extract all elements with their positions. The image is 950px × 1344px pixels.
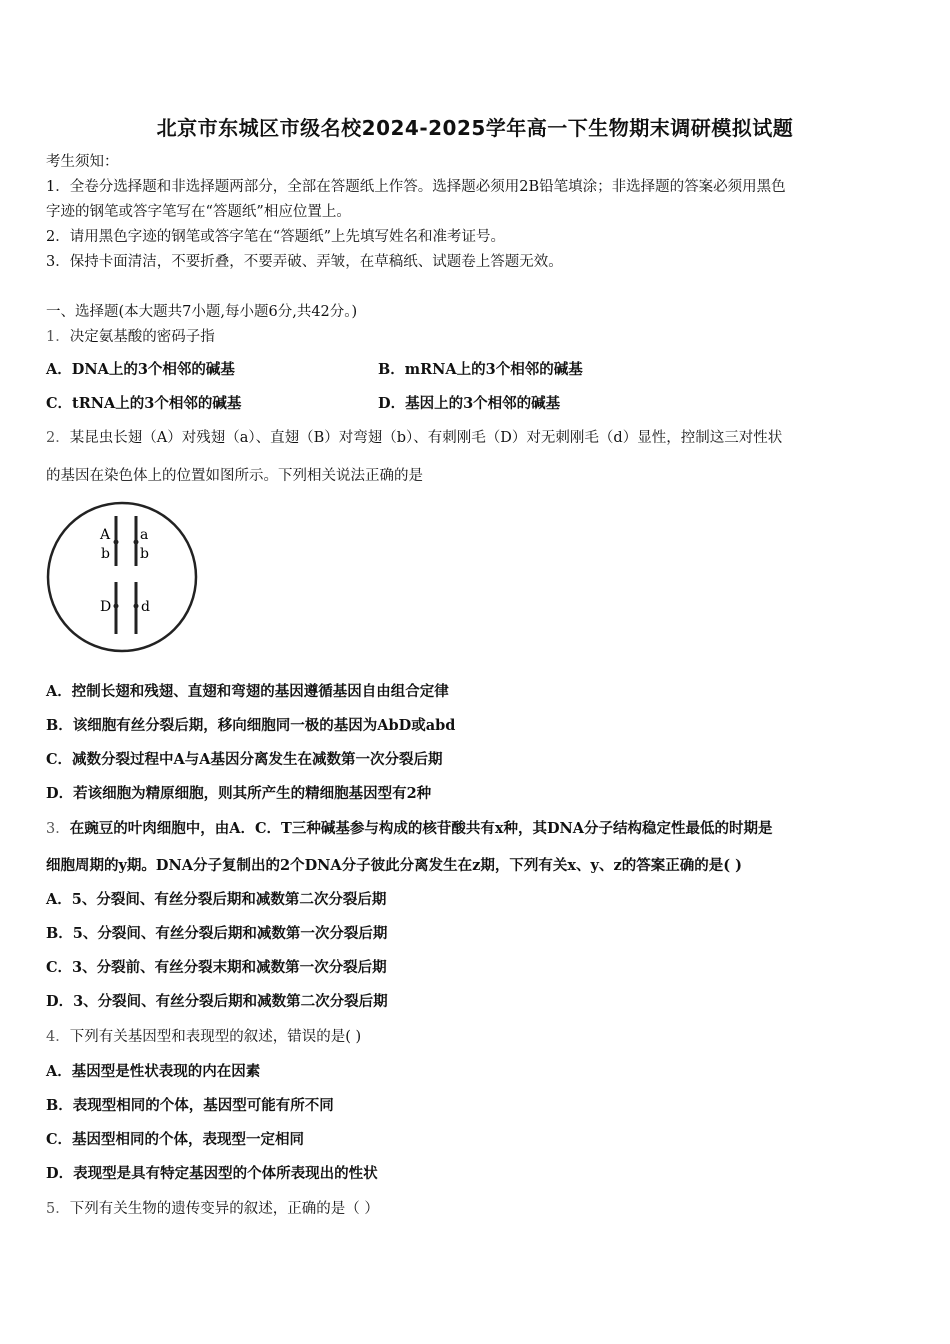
question-1 — [46, 327, 215, 347]
q2-option-a: A．控制长翅和残翅、直翅和弯翅的基因遵循基因自由组合定律 — [46, 683, 449, 700]
q4-option-d: D．表现型是具有特定基因型的个体所表现出的性状 — [46, 1165, 378, 1182]
q1-option-c: C．tRNA上的3个相邻的碱基 — [46, 395, 242, 412]
question-2 — [46, 428, 782, 448]
question-stem: 下列有关生物的遗传变异的叙述，正确的是（ ） — [69, 1201, 379, 1217]
gene-label-d: d — [141, 599, 150, 615]
centromere — [114, 604, 119, 609]
question-number: 5． — [46, 1201, 70, 1217]
cell-outline — [48, 503, 196, 651]
q4-option-b: B．表现型相同的个体，基因型可能有所不同 — [46, 1097, 334, 1114]
question-number: 4． — [46, 1029, 70, 1045]
gene-label-b-right: b — [140, 546, 149, 562]
question-stem-cont: 的基因在染色体上的位置如图所示。下列相关说法正确的是 — [46, 468, 423, 484]
q2-option-d: D．若该细胞为精原细胞，则其所产生的精细胞基因型有2种 — [46, 785, 432, 802]
centromere — [114, 540, 119, 545]
centromere — [134, 540, 139, 545]
notice-item: 1．全卷分选择题和非选择题两部分，全部在答题纸上作答。选择题必须用2B铅笔填涂；非选择题的答案必须用黑色 — [46, 179, 786, 195]
notice-item: 2．请用黑色字迹的钢笔或答字笔在“答题纸”上先填写姓名和准考证号。 — [46, 229, 506, 245]
q4-option-a: A．基因型是性状表现的内在因素 — [46, 1063, 261, 1080]
gene-label-b-left: b — [101, 546, 110, 562]
q3-option-a: A．5、分裂间、有丝分裂后期和减数第二次分裂后期 — [46, 891, 387, 908]
question-number: 2． — [46, 430, 70, 446]
q1-option-b: B．mRNA上的3个相邻的碱基 — [378, 361, 583, 378]
question-stem: 决定氨基酸的密码子指 — [69, 329, 215, 345]
question-stem: 某昆虫长翅（A）对残翅（a）、直翅（B）对弯翅（b）、有刺刚毛（D）对无刺刚毛（d）显性，控制这三对性状 — [69, 430, 783, 446]
question-number: 3． — [46, 821, 70, 837]
q2-option-b: B．该细胞有丝分裂后期，移向细胞同一极的基因为AbD或abd — [46, 717, 456, 734]
question-stem: 在豌豆的叶肉细胞中，由A．C．T三种碱基参与构成的核苷酸共有x种，其DNA分子结构稳定性最低的时期是 — [69, 820, 773, 837]
notice-item: 字迹的钢笔或答字笔写在“答题纸”相应位置上。 — [46, 204, 351, 220]
centromere — [134, 604, 139, 609]
q2-option-c: C．减数分裂过程中A与A基因分离发生在减数第一次分裂后期 — [46, 751, 443, 768]
gene-label-A: A — [100, 527, 111, 543]
page-title: 北京市东城区市级名校2024-2025学年高一下生物期末调研模拟试题 — [156, 116, 794, 140]
q4-option-c: C．基因型相同的个体，表现型一定相同 — [46, 1131, 305, 1148]
question-stem: 下列有关基因型和表现型的叙述，错误的是( ) — [69, 1029, 362, 1045]
question-3 — [46, 819, 773, 839]
question-4 — [46, 1027, 361, 1047]
question-number: 1． — [46, 329, 70, 345]
notice-item: 3．保持卡面清洁，不要折叠，不要弄破、弄皱，在草稿纸、试题卷上答题无效。 — [46, 254, 563, 270]
q3-option-c: C．3、分裂前、有丝分裂末期和减数第一次分裂后期 — [46, 959, 387, 976]
q3-option-d: D．3、分裂间、有丝分裂后期和减数第二次分裂后期 — [46, 993, 388, 1010]
question-5 — [46, 1199, 379, 1219]
q1-option-a: A．DNA上的3个相邻的碱基 — [46, 361, 235, 378]
question-stem-cont: 细胞周期的y期。DNA分子复制出的2个DNA分子彼此分离发生在z期，下列有关x、y、z的答案正确的是( ) — [46, 857, 742, 874]
notice-heading: 考生须知： — [46, 154, 119, 170]
gene-label-a: a — [140, 527, 149, 543]
q1-option-d: D．基因上的3个相邻的碱基 — [378, 395, 561, 412]
chromosome-figure — [44, 498, 204, 658]
gene-label-D: D — [100, 599, 112, 615]
q3-option-b: B．5、分裂间、有丝分裂后期和减数第一次分裂后期 — [46, 925, 388, 942]
section-heading: 一、选择题(本大题共7小题,每小题6分,共42分。) — [46, 304, 358, 320]
